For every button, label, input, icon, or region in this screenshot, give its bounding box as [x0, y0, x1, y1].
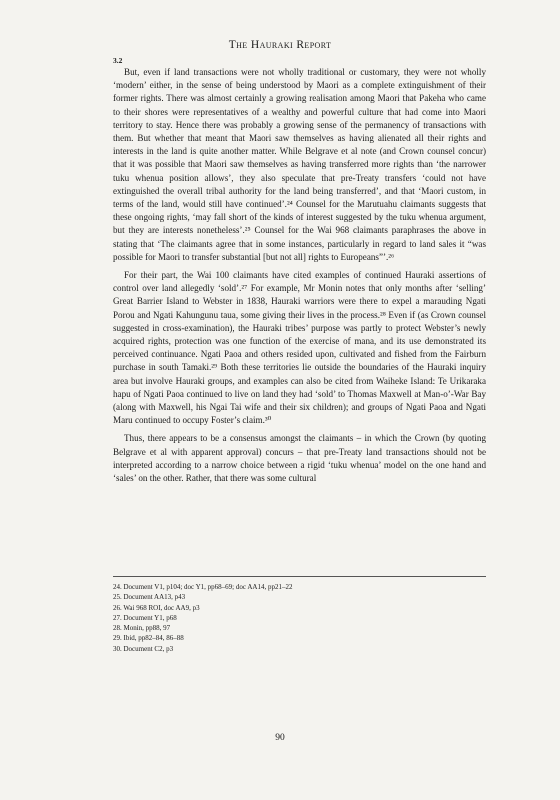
body-text — [113, 66, 486, 485]
footnote: 24. Document V1, p104; doc Y1, pp68–69; doc AA14, pp21–22 — [113, 583, 293, 591]
paragraph-1: But, even if land transactions were not wholly traditional or customary, they were not wholly ‘modern’ either, in the sense of being understood by Maori as a complete extinguishment of their former rights. There was almost certainly a growing realisation among Maori that Pakeha who came to their shores were representatives of a wealthy and powerful culture that had come into Maori territory to stay. Hence there was probably a growing sense of the permanency of transactions with them. But whether that meant that Maori saw themselves as having alienated all their rights and interests in the land is quite another matter. While Belgrave et al note (and Crown counsel concur) that it was possible that Maori saw themselves as having transferred more rights than ‘the narrower tuku whenua position allows’, they also speculate that pre-Treaty transfers ‘could not have extinguished the overall tribal authority for the land being transferred’, and that ‘Maori custom, in terms of the land, would still have continued’.²⁴ Counsel for the Marutuahu claimants suggests that these ongoing rights, ‘may fall short of the kinds of interest suggested by the tuku whenua argument, but they are interests nonetheless’.²⁵ Counsel for the Wai 968 claimants paraphrases the above in stating that ‘The claimants agree that in some instances, particularly in regard to land sales it “was possible for Maori to transfer substantial [but not all] rights to Europeans”’.²⁶ — [113, 67, 486, 262]
footnote: 27. Document Y1, p68 — [113, 613, 177, 622]
running-title: The Hauraki Report — [228, 39, 332, 51]
paragraph-3: Thus, there appears to be a consensus amongst the claimants – in which the Crown (by quoting Belgrave et al with apparent approval) concurs – that pre-Treaty land transactions should not be interpreted according to a narrow choice between a rigid ‘tuku whenua’ model on the one hand and ‘sales’ on the other. Rather, that there was some cultural — [113, 433, 486, 484]
footnote-divider — [113, 576, 486, 577]
footnote: 28. Monin, pp88, 97 — [113, 624, 171, 633]
footnotes-list — [113, 582, 486, 654]
footnote: 30. Document C2, p3 — [113, 644, 174, 653]
paragraph-2: For their part, the Wai 100 claimants have cited examples of continued Hauraki assertions of control over land allegedly ‘sold’.²⁷ For example, Mr Monin notes that only months after ‘selling’ Great Barrier Island to Webster in 1838, Hauraki warriors were there to expel a marauding Ngati Porou and Ngati Kahungunu taua, some giving their lives in the process.²⁸ Even if (as Crown counsel suggested in cross-examination), the Hauraki tribes’ purpose was partly to protect Webster’s newly acquired rights, protection was one function of the exercise of mana, and its use demonstrated its perceived continuance. Ngati Paoa and others resided upon, cultivated and fished from the Fairburn purchase in south Tamaki.²⁹ Both these territories lie outside the boundaries of the Hauraki inquiry area but involve Hauraki groups, and examples can also be cited from Waiheke Island: Te Urikaraka hapu of Ngati Paoa continued to live on land they had ‘sold’ to Thomas Maxwell at Man-o’-War Bay (along with Maxwell, his Ngai Tai wife and their six children); and groups of Ngati Paoa and Ngati Maru continued to occupy Foster’s claim.³⁰ — [113, 270, 486, 426]
page-number: 90 — [275, 733, 285, 743]
footnote: 25. Document AA13, p43 — [113, 593, 186, 602]
footnote: 26. Wai 968 ROI, doc AA9, p3 — [113, 603, 200, 612]
section-number: 3.2 — [113, 56, 123, 65]
footnote: 29. Ibid, pp82–84, 86–88 — [113, 634, 184, 643]
